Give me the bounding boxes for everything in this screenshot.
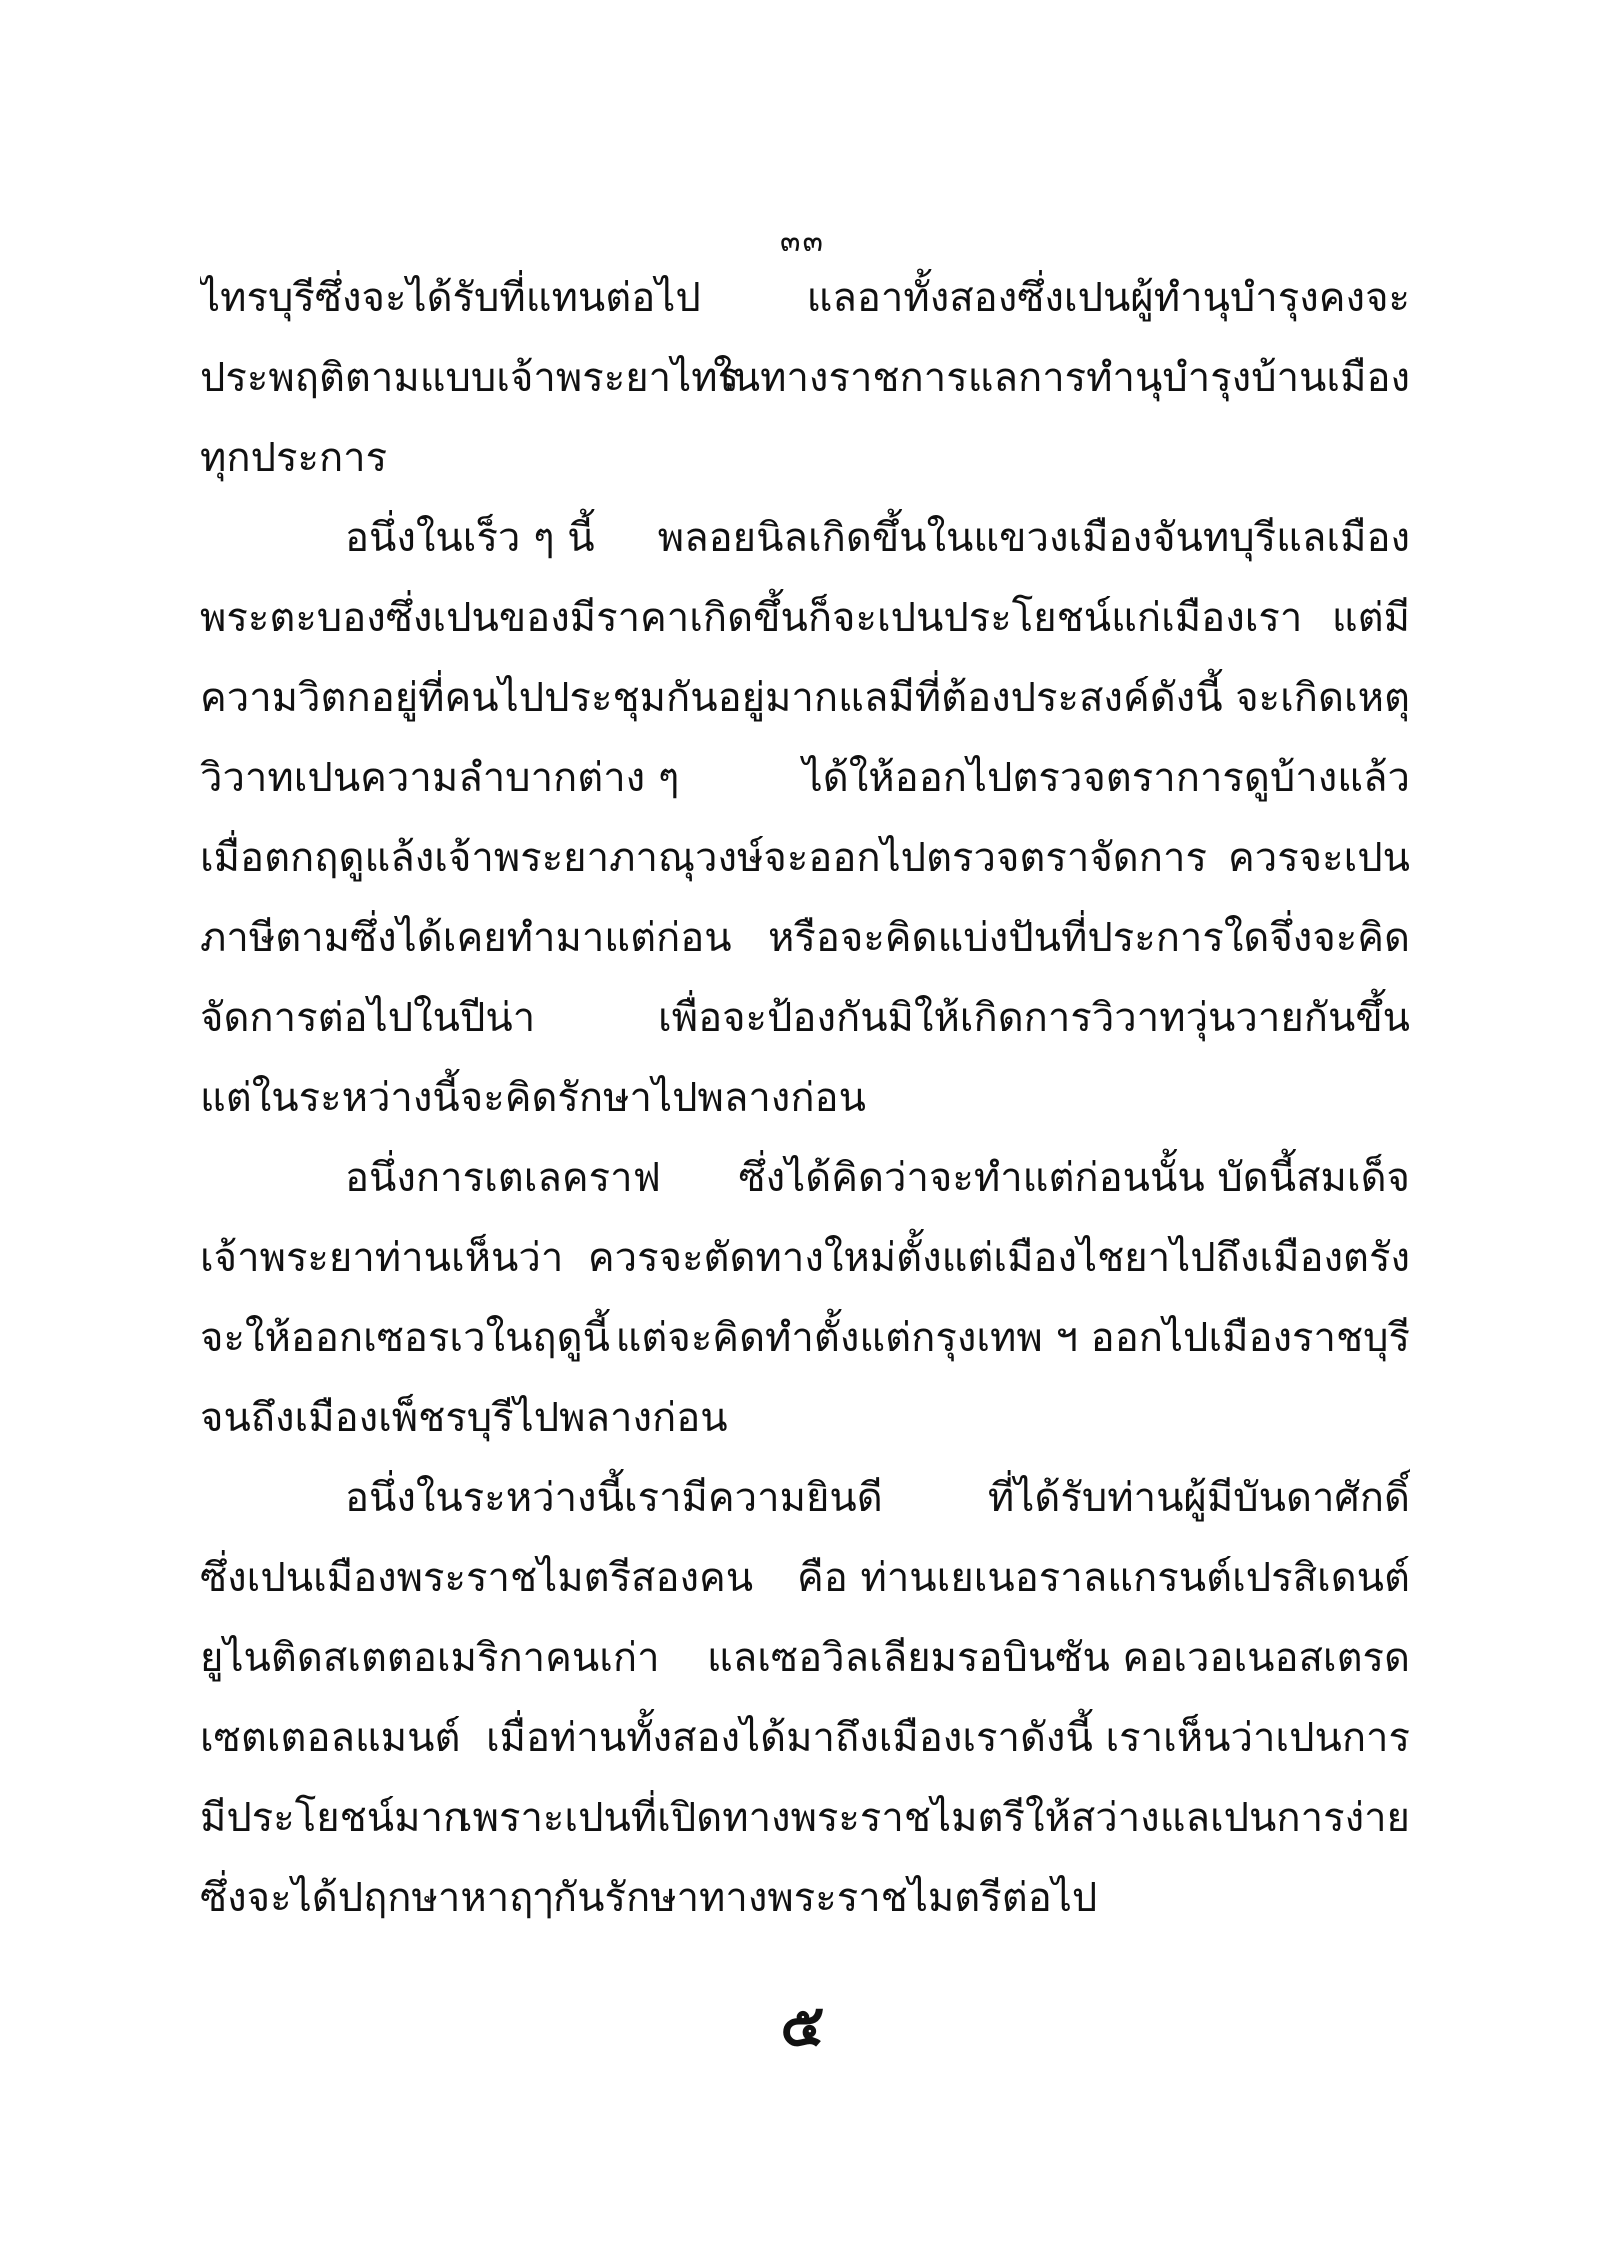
line-text-right: จะเกิดเหตุ [1235,675,1410,721]
text-line [200,1858,1410,1938]
line-text: ความวิตกอยู่ที่คนไปประชุมกันอยู่มากแลมีที่ต้องประสงค์ดังนี้ [200,675,1223,721]
line-text: เซตเตอลแมนต์ [200,1715,461,1761]
line-text: จัดการต่อไปในปีน่า [200,995,536,1041]
line-text: ทุกประการ [200,435,388,481]
line-text-right: แลเซอวิลเลียมรอบินซัน คอเวอเนอสเตรด [706,1635,1410,1681]
line-text-right: พลอยนิลเกิดขึ้นในแขวงเมืองจันทบุรีแลเมือง [657,515,1410,561]
text-line [200,258,1410,338]
page-number: ๓๓ [779,224,825,259]
text-line [200,1378,1410,1458]
line-text: อนึ่งการเตเลคราฟ [345,1155,661,1201]
text-line [200,1618,1410,1698]
line-text: เจ้าพระยาท่านเห็นว่า [200,1235,564,1281]
line-text: ซึ่งเปนเมืองพระราชไมตรีสองคน [200,1555,754,1601]
line-text: อนึ่งในระหว่างนี้เรามีความยินดี [345,1475,883,1521]
line-text-right: เพราะเปนที่เปิดทางพระราชไมตรีให้สว่างแลเปนการง่าย [458,1795,1410,1841]
body-text [200,258,1410,1938]
text-line [200,738,1410,818]
line-text-right: แต่จะคิดทำตั้งแต่กรุงเทพ ฯ ออกไปเมืองราชบุรี [615,1315,1410,1361]
text-line [200,818,1410,898]
line-text-right: คือ ท่านเยเนอราลแกรนต์เปรสิเดนต์ [796,1555,1410,1601]
line-text-right: เพื่อจะป้องกันมิให้เกิดการวิวาทวุ่นวายกันขึ้น [658,995,1410,1041]
line-text-right: แต่มี [1331,595,1410,641]
line-text: จนถึงเมืองเพ็ชรบุรีไปพลางก่อน [200,1395,728,1441]
line-text: ภาษีตามซึ่งได้เคยทำมาแต่ก่อน [200,915,732,961]
line-text-right: หรือจะคิดแบ่งปันที่ประการใดจึ่งจะคิด [768,915,1410,961]
line-text: วิวาทเปนความลำบากต่าง ๆ [200,755,680,801]
text-line [200,898,1410,978]
text-line [200,1778,1410,1858]
text-line [200,578,1410,658]
line-text-right: ที่ได้รับท่านผู้มีบันดาศักดิ์ [987,1475,1410,1521]
line-text: แต่ในระหว่างนี้จะคิดรักษาไปพลางก่อน [200,1075,866,1121]
text-line [200,418,1410,498]
text-line [200,1698,1410,1778]
text-line [200,658,1410,738]
line-text-right: ควรจะเปน [1227,835,1410,881]
line-text: เมื่อตกฤดูแล้งเจ้าพระยาภาณุวงษ์จะออกไปตรวจตราจัดการ [200,835,1207,881]
line-text-right: ซึ่งได้คิดว่าจะทำแต่ก่อนนั้น บัดนี้สมเด็จ [738,1155,1410,1201]
line-text: มีประโยชน์มาก [200,1795,468,1841]
text-line [200,978,1410,1058]
line-text-right: ควรจะตัดทางใหม่ตั้งแต่เมืองไชยาไปถึงเมืองตรัง [587,1235,1410,1281]
sheet-mark: ๕ [780,1991,825,2059]
line-text-right: เมื่อท่านทั้งสองได้มาถึงเมืองเราดังนี้ เราเห็นว่าเปนการ [485,1715,1410,1761]
line-text-right: แลอาทั้งสองซึ่งเปนผู้ทำนุบำรุงคงจะ [806,275,1410,321]
line-text: ซึ่งจะได้ปฤกษาหาฤๅกันรักษาทางพระราชไมตรีต่อไป [200,1875,1098,1921]
text-line [200,1218,1410,1298]
line-text-right: ได้ให้ออกไปตรวจตราการดูบ้างแล้ว [802,755,1410,801]
line-text-right: ในทางราชการแลการทำนุบำรุงบ้านเมือง [713,355,1410,401]
text-line [200,338,1410,418]
paragraph-start-line [200,1458,1410,1538]
line-text: ไทรบุรีซึ่งจะได้รับที่แทนต่อไป [200,275,701,321]
text-line [200,1058,1410,1138]
line-text: จะให้ออกเซอรเวในฤดูนี้ [200,1315,610,1361]
line-text: ประพฤติตามแบบเจ้าพระยาไทร [200,355,740,401]
paragraph-start-line [200,498,1410,578]
line-text: อนึ่งในเร็ว ๆ นี้ [345,515,595,561]
paragraph-start-line [200,1138,1410,1218]
text-line [200,1538,1410,1618]
line-text: พระตะบองซึ่งเปนของมีราคาเกิดขึ้นก็จะเปนประโยชน์แก่เมืองเรา [200,595,1303,641]
text-line [200,1298,1410,1378]
line-text: ยูไนติดสเตตอเมริกาคนเก่า [200,1635,660,1681]
